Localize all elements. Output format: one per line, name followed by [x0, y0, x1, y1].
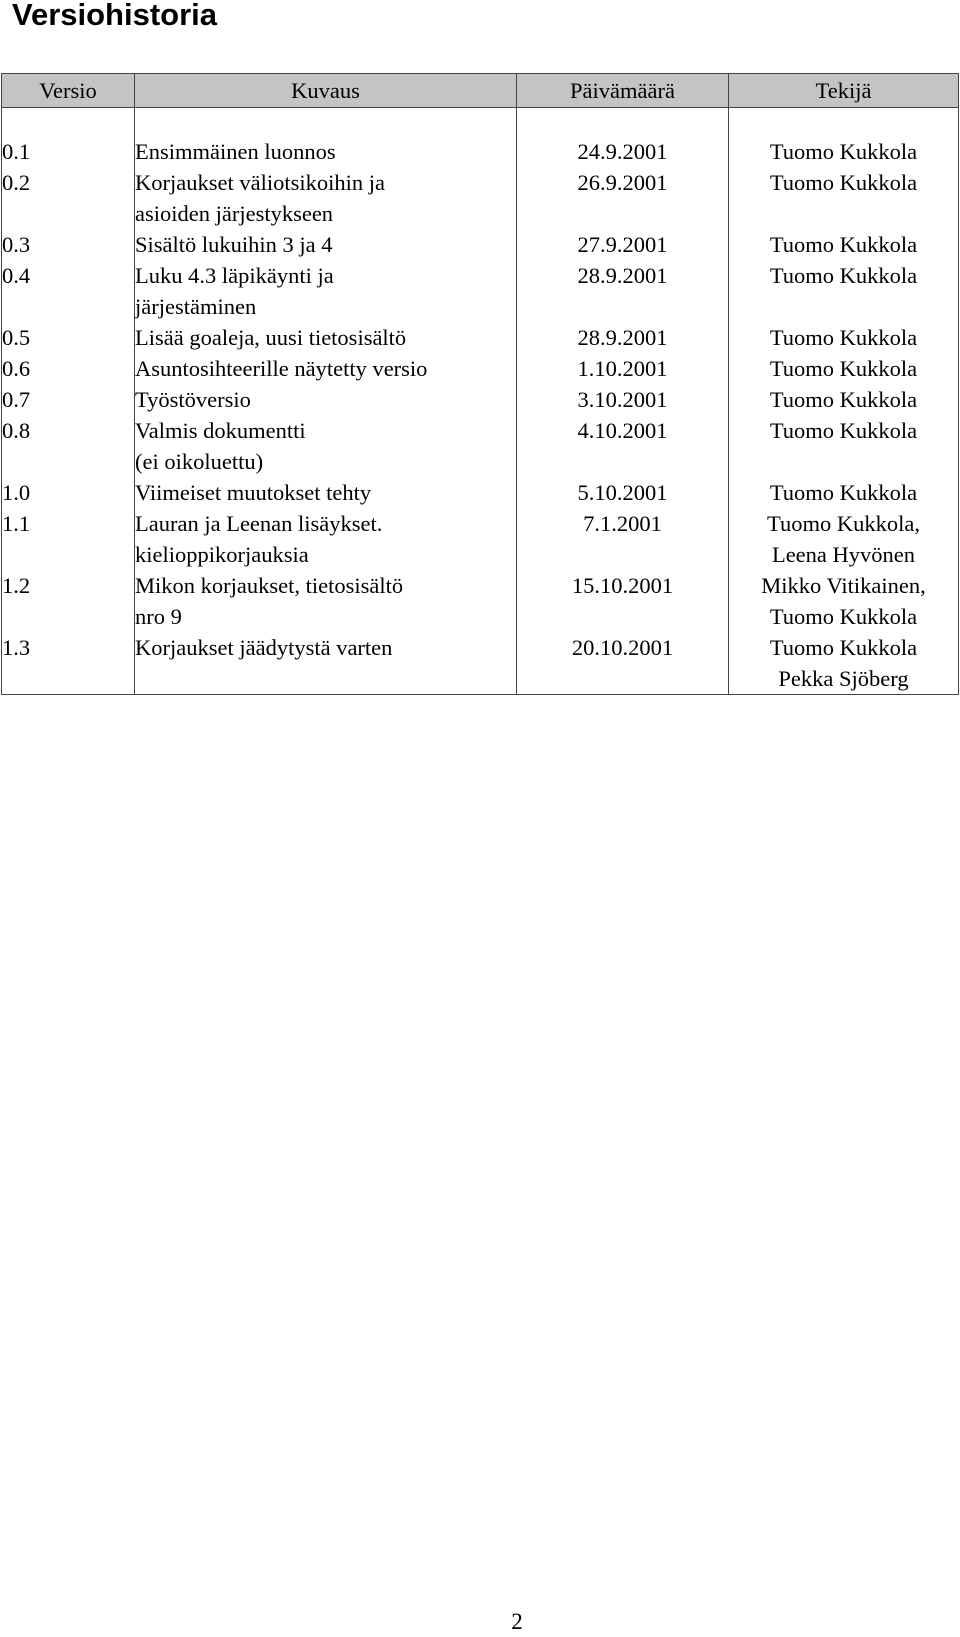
- cell-description: [135, 167, 517, 229]
- cell-description: [135, 384, 517, 415]
- cell-author: [729, 477, 959, 508]
- description-line: Mikon korjaukset, tietosisältö: [135, 573, 404, 598]
- table-row: [2, 508, 959, 570]
- description-line: (ei oikoluettu): [135, 449, 264, 474]
- cell-version: 0.6: [2, 353, 135, 384]
- cell-date: 1.10.2001: [517, 353, 729, 384]
- cell-date: 28.9.2001: [517, 322, 729, 353]
- description-line: Lauran ja Leenan lisäykset.: [135, 511, 383, 536]
- cell-version: 0.7: [2, 384, 135, 415]
- author-line: Tuomo Kukkola: [769, 418, 918, 443]
- cell-date: 28.9.2001: [517, 260, 729, 322]
- description-line: Luku 4.3 läpikäynti ja: [135, 263, 334, 288]
- author-line: Leena Hyvönen: [771, 542, 916, 567]
- author-line: Tuomo Kukkola: [769, 263, 918, 288]
- page-title: Versiohistoria: [12, 0, 218, 32]
- cell-author: [729, 508, 959, 570]
- cell-date: 20.10.2001: [517, 632, 729, 695]
- cell-version: 0.5: [2, 322, 135, 353]
- column-header-description: Kuvaus: [135, 74, 517, 108]
- cell-version: 0.1: [2, 136, 135, 167]
- column-header-date: Päivämäärä: [517, 74, 729, 108]
- cell-description: [135, 570, 517, 632]
- cell-date: 4.10.2001: [517, 415, 729, 477]
- description-line: Asuntosihteerille näytetty versio: [135, 356, 428, 381]
- author-line: Tuomo Kukkola: [769, 635, 918, 660]
- author-line: Mikko Vitikainen,: [761, 573, 926, 598]
- description-line: nro 9: [135, 604, 182, 629]
- table-row: [2, 322, 959, 353]
- cell-author: [729, 260, 959, 322]
- cell-version: 1.1: [2, 508, 135, 570]
- cell-description: [135, 508, 517, 570]
- table-row: [2, 632, 959, 695]
- cell-author: [729, 415, 959, 477]
- table-row: [2, 477, 959, 508]
- author-line: Tuomo Kukkola: [769, 604, 918, 629]
- cell-version: 1.3: [2, 632, 135, 695]
- description-line: Työstöversio: [135, 387, 251, 412]
- cell-date: 24.9.2001: [517, 136, 729, 167]
- table-row: [2, 415, 959, 477]
- cell-date: 3.10.2001: [517, 384, 729, 415]
- cell-author: [729, 570, 959, 632]
- cell-author: [729, 384, 959, 415]
- cell-author: [729, 136, 959, 167]
- table-row: [2, 570, 959, 632]
- author-line: Tuomo Kukkola: [769, 170, 918, 195]
- cell-date: 27.9.2001: [517, 229, 729, 260]
- author-line: Tuomo Kukkola: [769, 325, 918, 350]
- cell-author: [729, 353, 959, 384]
- table-spacer-row: [2, 108, 959, 137]
- cell-description: [135, 632, 517, 695]
- column-header-author: Tekijä: [729, 74, 959, 108]
- cell-version: 0.3: [2, 229, 135, 260]
- description-line: Sisältö lukuihin 3 ja 4: [135, 232, 333, 257]
- page-number: 2: [511, 1609, 523, 1634]
- description-line: Korjaukset jäädytystä varten: [135, 635, 393, 660]
- description-line: Korjaukset väliotsikoihin ja: [135, 170, 385, 195]
- cell-date: 15.10.2001: [517, 570, 729, 632]
- table-row: [2, 353, 959, 384]
- cell-date: 5.10.2001: [517, 477, 729, 508]
- description-line: asioiden järjestykseen: [135, 201, 334, 226]
- cell-version: 0.8: [2, 415, 135, 477]
- cell-description: [135, 260, 517, 322]
- author-line: Tuomo Kukkola: [769, 139, 918, 164]
- cell-description: [135, 322, 517, 353]
- cell-description: [135, 415, 517, 477]
- description-line: Ensimmäinen luonnos: [135, 139, 336, 164]
- cell-author: [729, 229, 959, 260]
- cell-description: [135, 477, 517, 508]
- author-line: Tuomo Kukkola: [769, 480, 918, 505]
- cell-version: 1.2: [2, 570, 135, 632]
- table-header-row: [2, 74, 959, 108]
- cell-author: [729, 632, 959, 695]
- table-row: [2, 229, 959, 260]
- cell-author: [729, 322, 959, 353]
- table-row: [2, 136, 959, 167]
- author-line: Tuomo Kukkola,: [767, 511, 920, 536]
- description-line: Viimeiset muutokset tehty: [135, 480, 372, 505]
- cell-description: [135, 353, 517, 384]
- table-row: [2, 384, 959, 415]
- cell-author: [729, 167, 959, 229]
- author-line: Tuomo Kukkola: [769, 232, 918, 257]
- description-line: kielioppikorjauksia: [135, 542, 309, 567]
- author-line: Tuomo Kukkola: [769, 387, 918, 412]
- author-line: Pekka Sjöberg: [778, 666, 909, 691]
- cell-version: 0.4: [2, 260, 135, 322]
- table-row: [2, 260, 959, 322]
- table-body: [2, 108, 959, 695]
- version-history-table: [1, 73, 959, 695]
- cell-description: [135, 229, 517, 260]
- column-header-version: Versio: [2, 74, 135, 108]
- description-line: järjestäminen: [135, 294, 257, 319]
- cell-version: 1.0: [2, 477, 135, 508]
- table-row: [2, 167, 959, 229]
- description-line: Valmis dokumentti: [135, 418, 306, 443]
- author-line: Tuomo Kukkola: [769, 356, 918, 381]
- description-line: Lisää goaleja, uusi tietosisältö: [135, 325, 407, 350]
- cell-description: [135, 136, 517, 167]
- cell-version: 0.2: [2, 167, 135, 229]
- cell-date: 7.1.2001: [517, 508, 729, 570]
- cell-date: 26.9.2001: [517, 167, 729, 229]
